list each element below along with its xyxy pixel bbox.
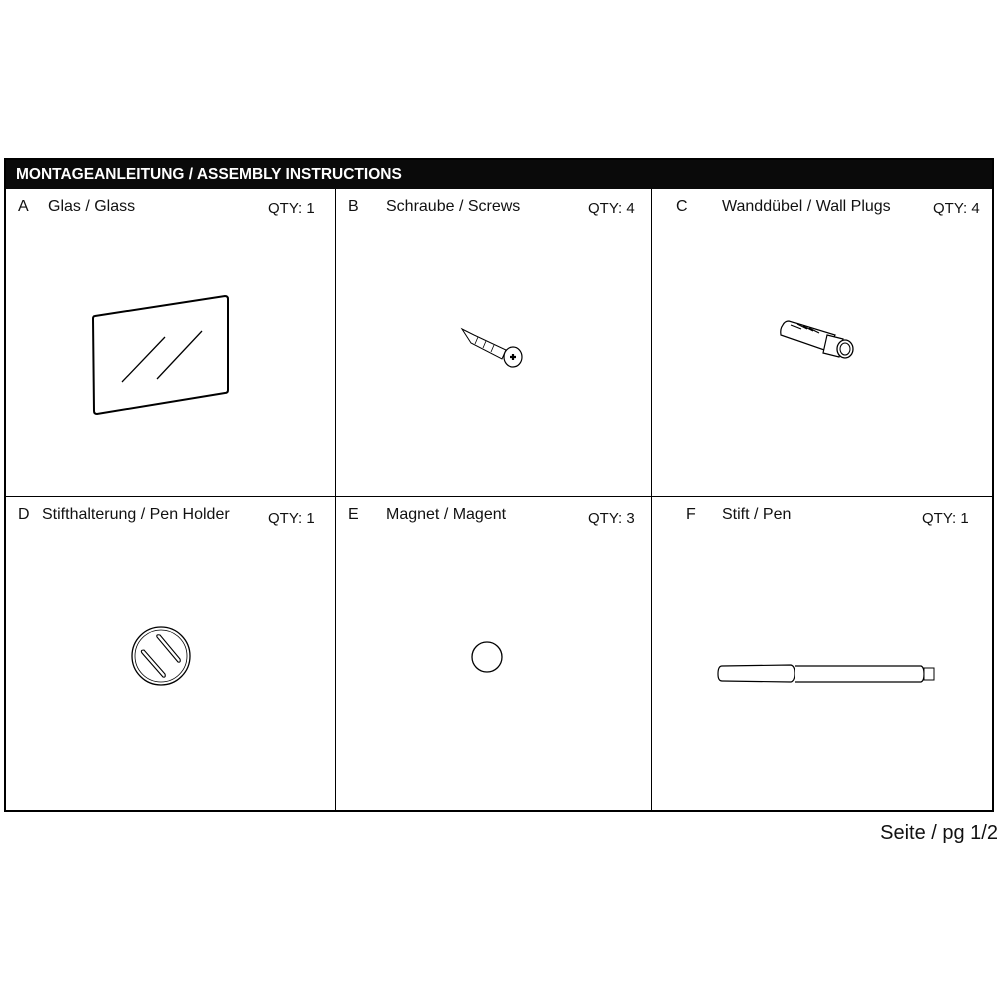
part-cell-c <box>651 189 992 496</box>
screw-icon <box>458 325 530 371</box>
part-letter: F <box>686 506 696 523</box>
pen-icon <box>716 662 938 686</box>
part-letter: B <box>348 198 359 215</box>
parts-grid <box>6 189 992 810</box>
part-cell-a <box>6 189 335 496</box>
page-number: Seite / pg 1/2 <box>880 822 998 844</box>
part-letter: A <box>18 198 29 215</box>
part-qty: QTY: 1 <box>922 510 969 527</box>
part-name: Wanddübel / Wall Plugs <box>722 198 891 215</box>
part-qty: QTY: 4 <box>588 200 635 217</box>
part-name: Schraube / Screws <box>386 198 521 215</box>
part-qty: QTY: 1 <box>268 200 315 217</box>
magnet-icon <box>469 639 505 675</box>
parts-sheet <box>4 158 994 812</box>
part-name: Stifthalterung / Pen Holder <box>42 506 230 523</box>
part-name: Stift / Pen <box>722 506 792 523</box>
glass-panel-icon <box>90 294 230 419</box>
part-qty: QTY: 1 <box>268 510 315 527</box>
part-letter: C <box>676 198 688 215</box>
part-qty: QTY: 4 <box>933 200 980 217</box>
part-letter: D <box>18 506 30 523</box>
part-letter: E <box>348 506 359 523</box>
part-name: Glas / Glass <box>48 198 136 215</box>
wall-plug-icon <box>777 317 857 367</box>
part-cell-d <box>6 496 335 812</box>
part-cell-b <box>335 189 651 496</box>
part-name: Magnet / Magent <box>386 506 507 523</box>
sheet-header: MONTAGEANLEITUNG / ASSEMBLY INSTRUCTIONS <box>6 160 992 189</box>
part-qty: QTY: 3 <box>588 510 635 527</box>
pen-holder-icon <box>128 623 194 689</box>
part-cell-f <box>651 496 992 812</box>
part-cell-e <box>335 496 651 812</box>
